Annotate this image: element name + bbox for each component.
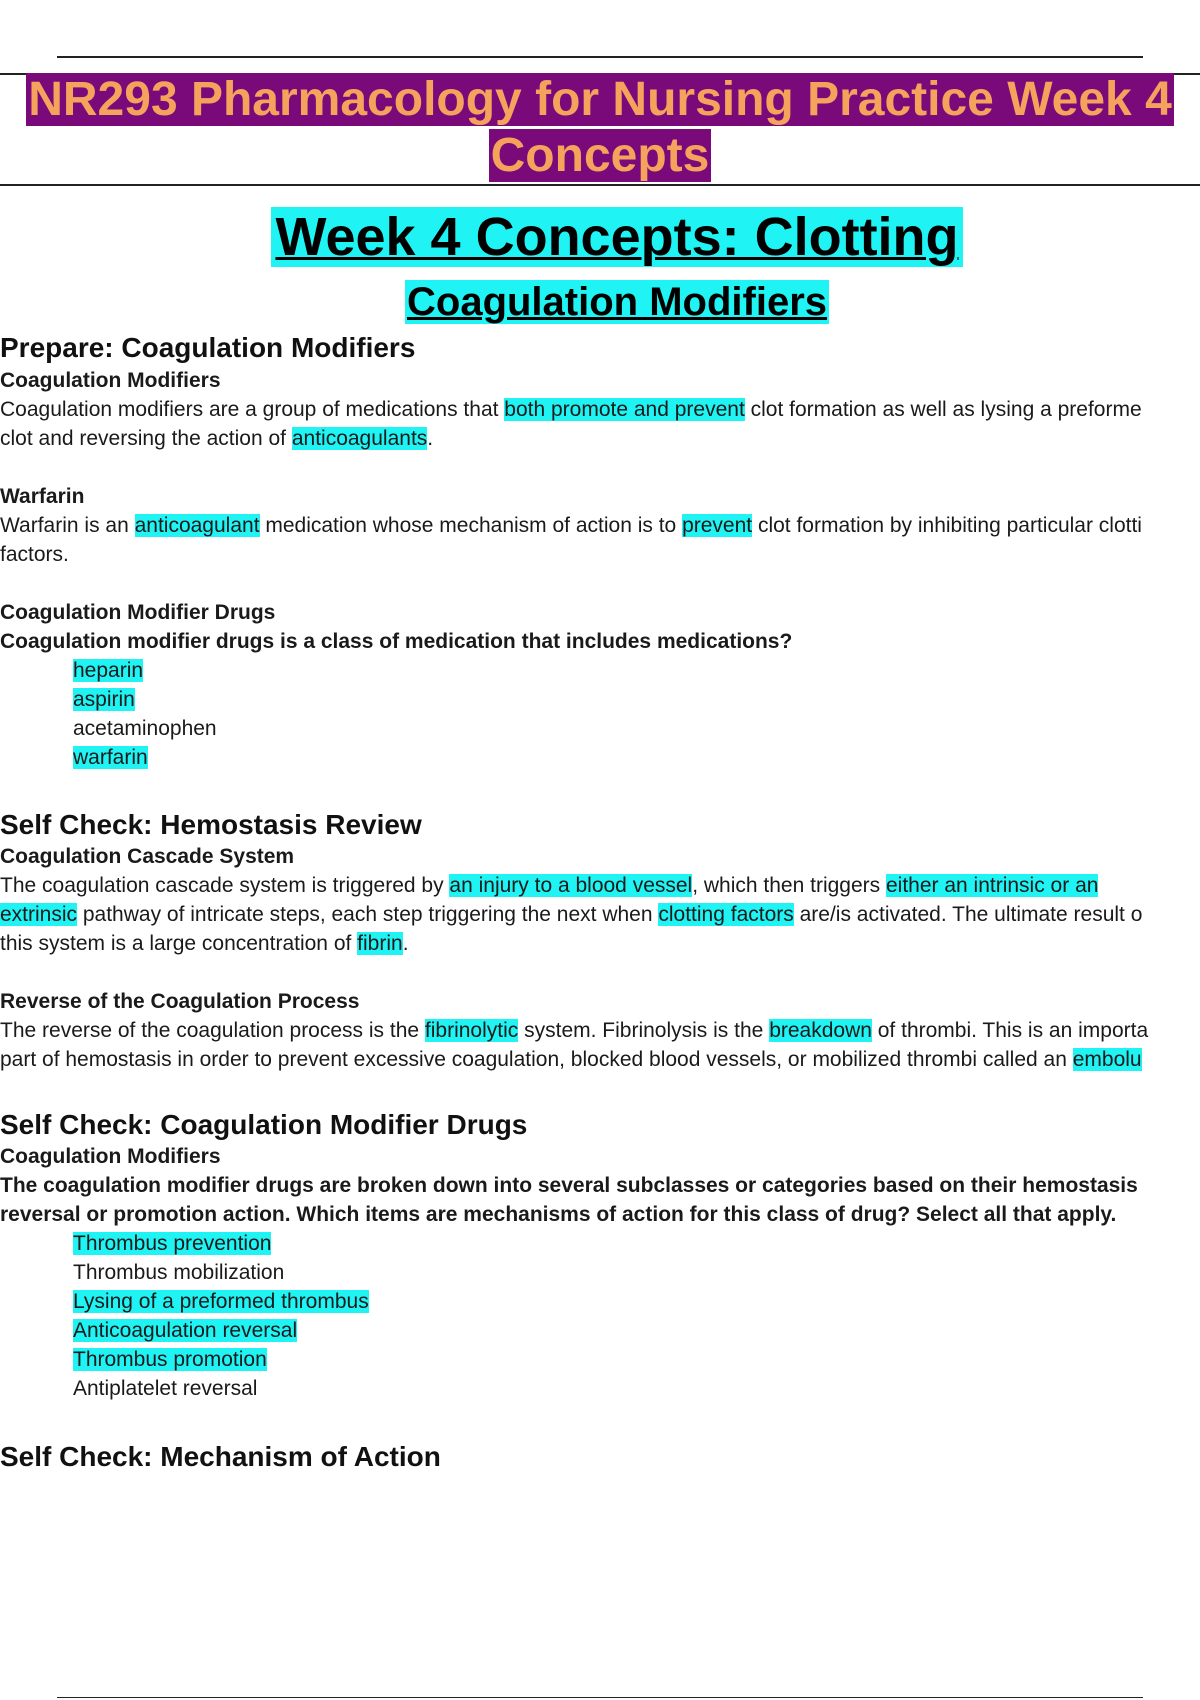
page-title-line1: NR293 Pharmacology for Nursing Practice Week 4	[28, 73, 1172, 126]
answer-option	[73, 1258, 1200, 1287]
drugs-options-list	[0, 656, 1200, 772]
page-title-line2: Concepts	[490, 129, 710, 182]
text-run: .	[402, 932, 409, 955]
text-run: this system is a large concentration of	[0, 932, 358, 955]
highlight: fibrin	[357, 932, 403, 955]
text-run: The coagulation cascade system is triggered by	[0, 874, 450, 897]
answer-option	[73, 656, 1200, 685]
title-bottom-rule	[0, 184, 1200, 186]
highlight: anticoagulants	[291, 427, 428, 450]
highlight: both promote and prevent	[504, 398, 745, 421]
text-run: are/is activated. The ultimate result o	[793, 903, 1143, 926]
cascade-paragraph	[0, 871, 1200, 958]
subheading-modifier-drugs: Coagulation Modifier Drugs	[0, 601, 276, 624]
section-heading-mechanism: Self Check: Mechanism of Action	[0, 1441, 441, 1472]
option-label: acetaminophen	[73, 717, 217, 740]
answer-option	[73, 714, 1200, 743]
option-label: warfarin	[73, 746, 148, 769]
text-run: , which then triggers	[692, 874, 886, 897]
text-run: factors.	[0, 543, 69, 566]
subheading-warfarin: Warfarin	[0, 485, 85, 508]
highlight: fibrinolytic	[424, 1019, 519, 1042]
subheading-cascade: Coagulation Cascade System	[0, 845, 295, 868]
text-run: reversal or promotion action. Which items are mechanisms of action for this class of drug? Select all that apply.	[0, 1203, 1117, 1226]
highlight: either an intrinsic or an	[885, 874, 1099, 897]
hemostasis-section	[0, 808, 1200, 1074]
section-heading-hemostasis: Self Check: Hemostasis Review	[0, 809, 422, 840]
highlight: clotting factors	[658, 903, 794, 926]
drugs-question: Coagulation modifier drugs is a class of medication that includes medications?	[0, 630, 793, 653]
document-subtitle	[0, 278, 1200, 326]
highlight: embolu	[1072, 1048, 1142, 1071]
option-label: Antiplatelet reversal	[73, 1377, 258, 1400]
highlight: breakdown	[769, 1019, 872, 1042]
option-label: Lysing of a preformed thrombus	[73, 1290, 369, 1313]
text-run: medication whose mechanism of action is to	[259, 514, 683, 537]
week-title	[0, 206, 1200, 268]
highlight: extrinsic	[0, 903, 78, 926]
answer-option	[73, 1287, 1200, 1316]
section-heading-drug-check: Self Check: Coagulation Modifier Drugs	[0, 1109, 528, 1140]
text-run: The coagulation modifier drugs are broken down into several subclasses or categories based on their hemostasis	[0, 1174, 1138, 1197]
text-run: .	[427, 427, 434, 450]
text-run: of thrombi. This is an importa	[871, 1019, 1149, 1042]
answer-option	[73, 1316, 1200, 1345]
answer-option	[73, 1374, 1200, 1403]
text-run: clot formation by inhibiting particular clotti	[752, 514, 1142, 537]
highlight: prevent	[682, 514, 753, 537]
text-run: pathway of intricate steps, each step triggering the next when	[77, 903, 659, 926]
text-run: system. Fibrinolysis is the	[518, 1019, 770, 1042]
highlight: an injury to a blood vessel	[449, 874, 693, 897]
answer-option	[73, 743, 1200, 772]
text-run: clot and reversing the action of	[0, 427, 292, 450]
prepare-section	[0, 331, 1200, 772]
option-label: heparin	[73, 659, 144, 682]
option-label: Thrombus prevention	[73, 1232, 272, 1255]
week-title-text: Week 4 Concepts: Clotting	[271, 207, 962, 267]
text-run: Warfarin is an	[0, 514, 135, 537]
mechanism-section	[0, 1440, 1200, 1474]
option-label: Thrombus promotion	[73, 1348, 267, 1371]
top-rule	[57, 56, 1143, 58]
drug-check-question	[0, 1171, 1200, 1229]
modifiers-paragraph	[0, 395, 1200, 453]
warfarin-paragraph	[0, 511, 1200, 569]
page-title	[0, 72, 1200, 184]
document-subtitle-text: Coagulation Modifiers	[407, 280, 827, 324]
answer-option	[73, 685, 1200, 714]
reverse-paragraph	[0, 1016, 1200, 1074]
text-run: part of hemostasis in order to prevent excessive coagulation, blocked blood vessels, or mobilized thrombi called an	[0, 1048, 1073, 1071]
bottom-rule	[57, 1697, 1143, 1698]
answer-option	[73, 1345, 1200, 1374]
subheading-coagulation-modifiers: Coagulation Modifiers	[0, 369, 221, 392]
answer-option	[73, 1229, 1200, 1258]
option-label: Anticoagulation reversal	[73, 1319, 298, 1342]
drug-check-options-list	[0, 1229, 1200, 1403]
section-heading-prepare: Prepare: Coagulation Modifiers	[0, 332, 416, 363]
drug-check-section	[0, 1108, 1200, 1403]
subheading-reverse: Reverse of the Coagulation Process	[0, 990, 360, 1013]
highlight: anticoagulant	[134, 514, 260, 537]
subheading-drug-check: Coagulation Modifiers	[0, 1145, 221, 1168]
text-run: The reverse of the coagulation process is the	[0, 1019, 425, 1042]
option-label: Thrombus mobilization	[73, 1261, 285, 1284]
option-label: aspirin	[73, 688, 135, 711]
text-run: Coagulation modifiers are a group of medications that	[0, 398, 505, 421]
text-run: clot formation as well as lysing a preforme	[744, 398, 1142, 421]
